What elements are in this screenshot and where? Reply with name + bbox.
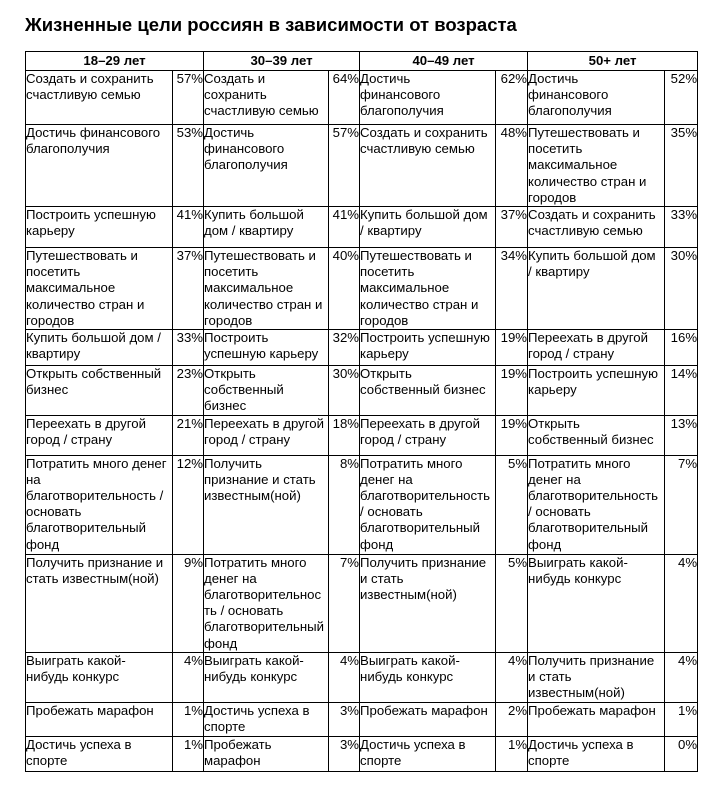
percentage-cell: 18% (329, 415, 360, 455)
goal-text-line: нибудь конкурс (26, 669, 120, 685)
goal-cell (26, 652, 173, 702)
goal-text-line: Построить успешную (528, 366, 658, 382)
column-header-age-group: 40–49 лет (360, 52, 528, 71)
goal-text-line: финансового (528, 87, 609, 103)
goal-text-line: Открыть (360, 366, 412, 382)
goal-text-line: известным(ной) (360, 587, 457, 603)
percentage-cell: 2% (496, 702, 528, 736)
goal-text-line: Построить успешную (360, 330, 490, 346)
percentage-cell: 19% (496, 366, 528, 416)
goal-text-line: Открыть (204, 366, 256, 382)
goal-text-line: Выиграть какой- (204, 652, 304, 668)
goal-text-line: на (26, 471, 41, 487)
percentage-cell: 8% (329, 455, 360, 554)
table-row (26, 366, 698, 416)
goal-text-line: количество стран и (528, 173, 647, 189)
goal-cell (204, 652, 329, 702)
goal-text-line: Открыть собственный (26, 366, 162, 382)
goal-text-line: благополучия (528, 103, 612, 119)
goal-cell (204, 330, 329, 366)
goal-text-line: / основать (360, 504, 423, 520)
goal-text-line: Купить большой дом / (26, 330, 161, 346)
percentage-cell: 19% (496, 330, 528, 366)
percentage-cell: 37% (173, 248, 204, 330)
goal-text-line: посетить (528, 141, 583, 157)
goal-text-line: Выиграть какой- (360, 652, 460, 668)
column-header-age-group: 50+ лет (528, 52, 698, 71)
percentage-cell: 33% (665, 207, 698, 248)
table-row (26, 71, 698, 125)
percentage-cell: 62% (496, 71, 528, 125)
table-row (26, 330, 698, 366)
goal-text-line: успешную карьеру (204, 346, 319, 362)
goal-text-line: / основать (528, 504, 591, 520)
goal-text-line: благотворительный (204, 619, 324, 635)
percentage-cell: 13% (665, 415, 698, 455)
goal-text-line: Создать и сохранить (26, 71, 154, 86)
percentage-cell: 57% (329, 125, 360, 207)
goal-cell (528, 652, 665, 702)
goal-text-line: денег на (360, 471, 413, 487)
goal-cell (26, 736, 173, 771)
percentage-cell: 64% (329, 71, 360, 125)
percentage-cell: 1% (173, 702, 204, 736)
table-row (26, 455, 698, 554)
goal-text-line: известным(ной) (204, 488, 301, 504)
goal-cell (26, 366, 173, 416)
goal-cell (26, 207, 173, 248)
goal-cell (204, 366, 329, 416)
goal-text-line: благотворительность (360, 488, 490, 504)
goal-text-line: финансового (204, 141, 285, 157)
goal-text-line: Пробежать (204, 736, 272, 752)
goal-text-line: счастливую семью (528, 223, 643, 239)
goal-cell (204, 248, 329, 330)
percentage-cell: 14% (665, 366, 698, 416)
goal-text-line: количество стран и (360, 296, 479, 312)
goal-text-line: известным(ной) (528, 685, 625, 701)
goal-text-line: Получить признание и (26, 554, 164, 570)
goal-cell (204, 207, 329, 248)
goal-cell (360, 125, 496, 207)
goal-text-line: Купить большой дом (528, 248, 656, 264)
goal-text-line: Построить успешную (26, 207, 156, 223)
percentage-cell: 35% (665, 125, 698, 207)
goal-text-line: Достичь успеха в (204, 702, 310, 718)
percentage-cell: 53% (173, 125, 204, 207)
goal-cell (360, 330, 496, 366)
goal-text-line: фонд (204, 635, 238, 651)
table-row (26, 248, 698, 330)
goal-text-line: благотворительность (528, 488, 659, 504)
goal-cell (204, 125, 329, 207)
goal-text-line: карьеру (528, 382, 577, 398)
goal-cell (360, 366, 496, 416)
goal-cell (528, 330, 665, 366)
goal-text-line: Получить (204, 455, 262, 471)
goal-text-line: Создать и (204, 71, 266, 86)
goal-text-line: максимальное (528, 157, 618, 173)
goal-cell (360, 248, 496, 330)
goal-text-line: Потратить много (360, 455, 463, 471)
table-row (26, 652, 698, 702)
goal-text-line: Достичь финансового (26, 125, 161, 140)
percentage-cell: 9% (173, 554, 204, 652)
goal-cell (528, 71, 665, 125)
goal-text-line: благополучия (26, 141, 110, 157)
column-header-age-group: 30–39 лет (204, 52, 360, 71)
goal-cell (528, 554, 665, 652)
goal-text-line: Путешествовать и (26, 248, 138, 264)
goal-text-line: благотворительность / (26, 488, 164, 504)
goal-text-line: / квартиру (528, 264, 590, 280)
goal-cell (528, 455, 665, 554)
percentage-cell: 3% (329, 736, 360, 771)
percentage-cell: 57% (173, 71, 204, 125)
goal-text-line: Достичь (528, 71, 579, 86)
goal-text-line: нибудь конкурс (528, 570, 622, 586)
goal-text-line: благотворительный (528, 520, 649, 536)
percentage-cell: 1% (665, 702, 698, 736)
goal-text-line: Переехать в другой (204, 415, 324, 431)
goal-text-line: / квартиру (360, 223, 422, 239)
goal-text-line: Достичь успеха в (528, 736, 634, 752)
percentage-cell: 3% (329, 702, 360, 736)
percentage-cell: 5% (496, 554, 528, 652)
goal-text-line: Построить (204, 330, 269, 346)
percentage-cell: 30% (665, 248, 698, 330)
goal-cell (204, 554, 329, 652)
goal-text-line: максимальное (360, 280, 450, 296)
goal-cell (204, 736, 329, 771)
percentage-cell: 7% (665, 455, 698, 554)
percentage-cell: 34% (496, 248, 528, 330)
goal-text-line: городов (528, 189, 577, 205)
goal-text-line: город / страну (204, 431, 291, 447)
goal-text-line: благотворительный (360, 520, 480, 536)
percentage-cell: 19% (496, 415, 528, 455)
goal-cell (26, 702, 173, 736)
percentage-cell: 41% (173, 207, 204, 248)
goal-text-line: городов (26, 312, 75, 328)
goal-cell (204, 71, 329, 125)
goal-text-line: Пробежать марафон (528, 702, 656, 718)
goal-text-line: Достичь успеха в (360, 736, 466, 752)
goal-text-line: спорте (360, 753, 402, 769)
goal-text-line: карьеру (26, 223, 75, 239)
goal-text-line: счастливую семью (204, 103, 319, 119)
percentage-cell: 7% (329, 554, 360, 652)
goal-text-line: посетить (360, 264, 415, 280)
percentage-cell: 0% (665, 736, 698, 771)
goal-text-line: количество стран и (204, 296, 323, 312)
percentage-cell: 52% (665, 71, 698, 125)
goal-text-line: Достичь (360, 71, 411, 86)
goal-text-line: посетить (204, 264, 259, 280)
goal-cell (360, 455, 496, 554)
percentage-cell: 1% (496, 736, 528, 771)
goal-text-line: Путешествовать и (360, 248, 472, 264)
goal-text-line: городов (360, 312, 409, 328)
goal-text-line: город / страну (360, 431, 447, 447)
goal-text-line: нибудь конкурс (204, 669, 298, 685)
table-row (26, 702, 698, 736)
goal-text-line: марафон (204, 753, 261, 769)
goal-text-line: фонд (528, 536, 562, 552)
goal-cell (26, 71, 173, 125)
goal-text-line: Путешествовать и (528, 125, 640, 140)
goal-text-line: бизнес (26, 382, 69, 398)
percentage-cell: 21% (173, 415, 204, 455)
percentage-cell: 4% (496, 652, 528, 702)
column-header-age-group: 18–29 лет (26, 52, 204, 71)
goal-text-line: Создать и сохранить (528, 207, 656, 223)
goal-text-line: собственный бизнес (528, 431, 654, 447)
goal-cell (360, 652, 496, 702)
table-row (26, 207, 698, 248)
goal-cell (360, 736, 496, 771)
goal-text-line: Переехать в другой (528, 330, 649, 346)
goal-cell (528, 125, 665, 207)
percentage-cell: 1% (173, 736, 204, 771)
percentage-cell: 4% (665, 554, 698, 652)
goal-text-line: Выиграть какой- (528, 554, 628, 570)
goal-text-line: и стать (528, 669, 572, 685)
goal-cell (528, 248, 665, 330)
goal-text-line: максимальное (26, 280, 116, 296)
goal-cell (26, 554, 173, 652)
goal-cell (360, 207, 496, 248)
goal-cell (360, 702, 496, 736)
percentage-cell: 32% (329, 330, 360, 366)
goal-cell (204, 702, 329, 736)
percentage-cell: 37% (496, 207, 528, 248)
goal-text-line: денег на (204, 570, 257, 586)
goal-cell (528, 415, 665, 455)
goal-cell (528, 736, 665, 771)
percentage-cell: 16% (665, 330, 698, 366)
goal-text-line: Переехать в другой (26, 415, 146, 431)
percentage-cell: 4% (329, 652, 360, 702)
percentage-cell: 48% (496, 125, 528, 207)
percentage-cell: 4% (173, 652, 204, 702)
goal-text-line: счастливую семью (360, 141, 475, 157)
table-row (26, 736, 698, 771)
goal-text-line: Выиграть какой- (26, 652, 126, 668)
percentage-cell: 33% (173, 330, 204, 366)
goal-text-line: карьеру (360, 346, 409, 362)
goal-text-line: нибудь конкурс (360, 669, 454, 685)
goal-text-line: Потратить много денег (26, 455, 167, 471)
goal-text-line: благотворительный (26, 520, 146, 536)
percentage-cell: 12% (173, 455, 204, 554)
goal-text-line: Пробежать марафон (26, 702, 154, 718)
goal-text-line: Купить большой (204, 207, 304, 223)
goal-text-line: максимальное (204, 280, 294, 296)
goal-text-line: Достичь (204, 125, 255, 140)
goal-text-line: и стать (360, 570, 404, 586)
goal-cell (26, 125, 173, 207)
table-header-row (26, 52, 698, 71)
goal-text-line: фонд (26, 536, 60, 552)
goal-text-line: финансового (360, 87, 441, 103)
goal-text-line: Купить большой дом (360, 207, 488, 223)
goal-text-line: посетить (26, 264, 81, 280)
goal-text-line: Открыть (528, 415, 580, 431)
goal-text-line: фонд (360, 536, 394, 552)
goal-text-line: квартиру (26, 346, 81, 362)
goal-text-line: городов (204, 312, 253, 328)
goal-text-line: основать (26, 504, 82, 520)
table-row (26, 125, 698, 207)
percentage-cell: 40% (329, 248, 360, 330)
goal-text-line: ть / основать (204, 603, 284, 619)
page-title: Жизненные цели россиян в зависимости от возраста (25, 14, 517, 35)
goal-text-line: денег на (528, 471, 581, 487)
goal-text-line: дом / квартиру (204, 223, 294, 239)
goal-cell (26, 455, 173, 554)
percentage-cell: 41% (329, 207, 360, 248)
goal-text-line: Получить признание (360, 554, 487, 570)
percentage-cell: 5% (496, 455, 528, 554)
goal-text-line: город / страну (528, 346, 615, 362)
goal-cell (528, 702, 665, 736)
goal-text-line: Получить признание (528, 652, 655, 668)
goal-text-line: собственный (204, 382, 284, 398)
goal-cell (26, 248, 173, 330)
goal-text-line: город / страну (26, 431, 113, 447)
goal-text-line: Создать и сохранить (360, 125, 488, 140)
goal-text-line: Пробежать марафон (360, 702, 488, 718)
goal-text-line: Путешествовать и (204, 248, 316, 264)
table-row (26, 415, 698, 455)
goal-text-line: благотворительнос (204, 587, 322, 603)
goal-cell (360, 415, 496, 455)
goal-text-line: спорте (26, 753, 68, 769)
goal-text-line: счастливую семью (26, 87, 141, 103)
goal-cell (360, 554, 496, 652)
goal-text-line: благополучия (360, 103, 444, 119)
goal-text-line: спорте (204, 719, 246, 735)
life-goals-table (25, 51, 698, 772)
goal-text-line: количество стран и (26, 296, 145, 312)
goal-text-line: признание и стать (204, 471, 316, 487)
table-row (26, 554, 698, 652)
goal-cell (528, 207, 665, 248)
percentage-cell: 23% (173, 366, 204, 416)
goal-text-line: сохранить (204, 87, 267, 103)
goal-text-line: спорте (528, 753, 570, 769)
percentage-cell: 4% (665, 652, 698, 702)
goal-text-line: благополучия (204, 157, 288, 173)
goal-text-line: бизнес (204, 398, 247, 414)
goal-text-line: стать известным(ной) (26, 570, 159, 586)
goal-cell (204, 455, 329, 554)
goal-cell (204, 415, 329, 455)
goal-cell (360, 71, 496, 125)
goal-text-line: Переехать в другой (360, 415, 480, 431)
goal-text-line: Потратить много (204, 554, 307, 570)
goal-cell (26, 415, 173, 455)
goal-cell (528, 366, 665, 416)
percentage-cell: 30% (329, 366, 360, 416)
goal-text-line: собственный бизнес (360, 382, 486, 398)
goal-cell (26, 330, 173, 366)
goal-text-line: Достичь успеха в (26, 736, 132, 752)
goal-text-line: Потратить много (528, 455, 631, 471)
